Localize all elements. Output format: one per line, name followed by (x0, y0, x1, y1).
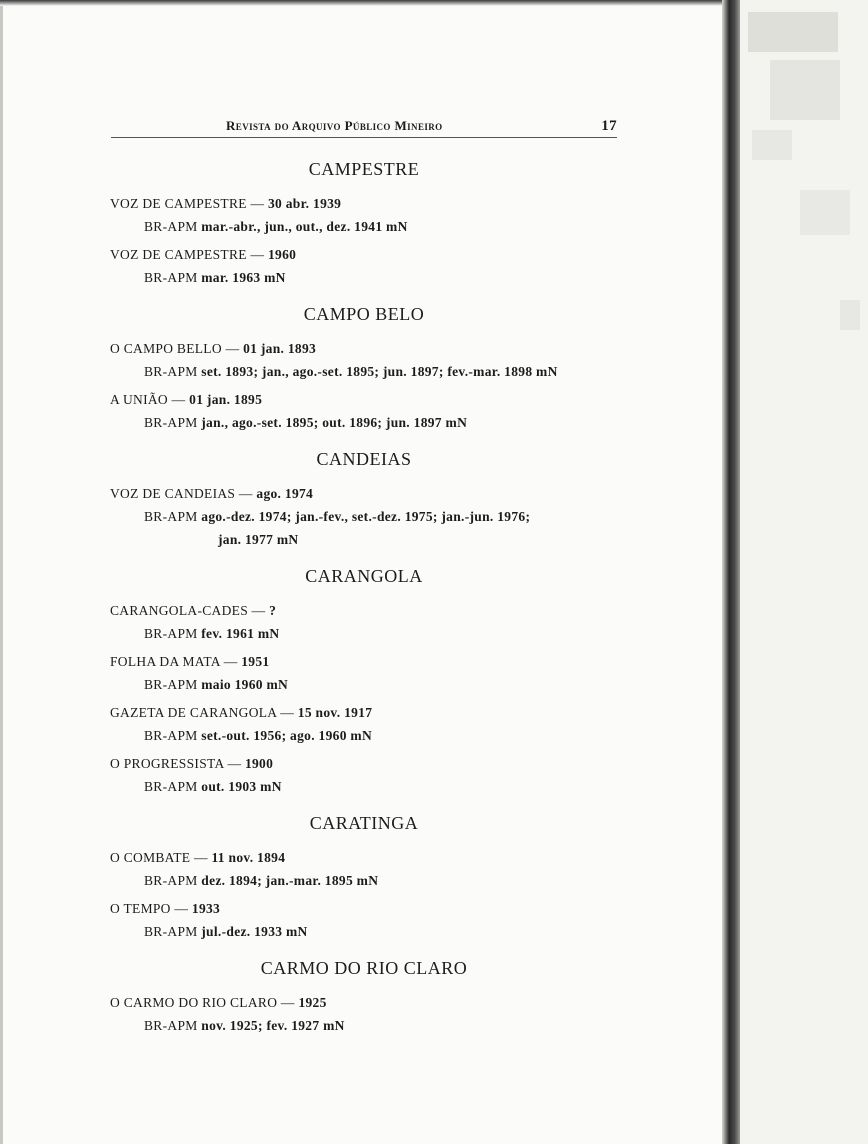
holdings-line (110, 775, 624, 798)
newspaper-title: O CAMPO BELLO — (110, 341, 240, 356)
entry-title-line (110, 846, 650, 869)
archive-code: BR-APM (144, 924, 198, 939)
holdings-line (110, 266, 624, 289)
holdings-range: jan., ago.-set. 1895; out. 1896; jun. 1897 mN (201, 415, 468, 430)
holdings-range: set. 1893; jan., ago.-set. 1895; jun. 1897; fev.-mar. 1898 mN (201, 364, 558, 379)
entry-title-line (110, 897, 650, 920)
founding-date: 01 jan. 1895 (189, 392, 263, 407)
entry-title-line (110, 337, 650, 360)
section (110, 446, 650, 551)
archive-code: BR-APM (144, 677, 198, 692)
adjacent-page (740, 0, 868, 1144)
newspaper-title: VOZ DE CAMPESTRE — (110, 247, 265, 262)
newspaper-entry (110, 701, 650, 747)
holdings-range: ago.-dez. 1974; jan.-fev., set.-dez. 1975; jan.-jun. 1976; (201, 509, 531, 524)
holdings-line (110, 411, 624, 434)
holdings-line (110, 622, 624, 645)
holdings-range: nov. 1925; fev. 1927 mN (201, 1018, 345, 1033)
entry-title-line (110, 650, 650, 673)
page-left-edge (0, 0, 3, 1144)
section-heading: CAMPO BELO (303, 304, 425, 324)
holdings-range: fev. 1961 mN (201, 626, 280, 641)
section-heading: CAMPESTRE (308, 159, 420, 179)
section (110, 156, 650, 289)
section (110, 810, 650, 943)
newspaper-title: A UNIÃO — (110, 392, 186, 407)
newspaper-entry (110, 192, 650, 238)
holdings-line (110, 920, 624, 943)
holdings-range: mar. 1963 mN (201, 270, 286, 285)
page-body (110, 156, 650, 1049)
holdings-range: maio 1960 mN (201, 677, 289, 692)
founding-date: 11 nov. 1894 (211, 850, 286, 865)
newspaper-entry (110, 991, 650, 1037)
section-heading: CARATINGA (309, 813, 419, 833)
newspaper-title: FOLHA DA MATA — (110, 654, 238, 669)
section (110, 563, 650, 798)
section (110, 955, 650, 1037)
newspaper-entry (110, 752, 650, 798)
archive-code: BR-APM (144, 1018, 198, 1033)
newspaper-title: VOZ DE CAMPESTRE — (110, 196, 265, 211)
founding-date: 15 nov. 1917 (297, 705, 373, 720)
holdings-range: jul.-dez. 1933 mN (201, 924, 308, 939)
holdings-line (110, 869, 624, 892)
holdings-line (110, 505, 624, 551)
newspaper-entry (110, 650, 650, 696)
archive-code: BR-APM (144, 779, 198, 794)
entry-title-line (110, 388, 650, 411)
founding-date: 1925 (298, 995, 327, 1010)
section-heading: CANDEIAS (316, 449, 412, 469)
archive-code: BR-APM (144, 364, 198, 379)
archive-code: BR-APM (144, 873, 198, 888)
newspaper-entry (110, 846, 650, 892)
archive-code: BR-APM (144, 219, 198, 234)
section (110, 301, 650, 434)
holdings-line (110, 673, 624, 696)
newspaper-entry (110, 388, 650, 434)
newspaper-entry (110, 243, 650, 289)
entry-title-line (110, 482, 650, 505)
entry-title-line (110, 192, 650, 215)
newspaper-title: O COMBATE — (110, 850, 208, 865)
archive-code: BR-APM (144, 509, 198, 524)
founding-date: ? (269, 603, 277, 618)
newspaper-title: O CARMO DO RIO CLARO — (110, 995, 295, 1010)
archive-code: BR-APM (144, 626, 198, 641)
holdings-range: mar.-abr., jun., out., dez. 1941 mN (201, 219, 408, 234)
founding-date: 1960 (267, 247, 297, 262)
founding-date: 30 abr. 1939 (267, 196, 342, 211)
newspaper-entry (110, 337, 650, 383)
founding-date: ago. 1974 (256, 486, 314, 501)
newspaper-title: O TEMPO — (110, 901, 189, 916)
holdings-line (110, 1014, 624, 1037)
archive-code: BR-APM (144, 415, 198, 430)
entry-title-line (110, 243, 650, 266)
holdings-line (110, 724, 624, 747)
newspaper-entry (110, 599, 650, 645)
newspaper-entry (110, 482, 650, 551)
entry-title-line (110, 599, 650, 622)
holdings-range: set.-out. 1956; ago. 1960 mN (201, 728, 373, 743)
page-top-edge (0, 0, 730, 6)
header-rule (111, 137, 617, 138)
entry-title-line (110, 991, 650, 1014)
book-spine (722, 0, 740, 1144)
newspaper-title: VOZ DE CANDEIAS — (110, 486, 253, 501)
holdings-range: out. 1903 mN (201, 779, 282, 794)
founding-date: 1951 (241, 654, 270, 669)
page-number: 17 (601, 118, 617, 134)
holdings-line (110, 360, 624, 383)
newspaper-title: O PROGRESSISTA — (110, 756, 242, 771)
holdings-continuation: jan. 1977 mN (218, 532, 299, 547)
holdings-line (110, 215, 624, 238)
archive-code: BR-APM (144, 270, 198, 285)
founding-date: 1900 (244, 756, 274, 771)
founding-date: 1933 (191, 901, 221, 916)
section-heading: CARANGOLA (305, 566, 423, 586)
newspaper-title: GAZETA DE CARANGOLA — (110, 705, 295, 720)
entry-title-line (110, 752, 650, 775)
running-title: Revista do Arquivo Público Mineiro (226, 118, 443, 133)
founding-date: 01 jan. 1893 (243, 341, 317, 356)
newspaper-title: CARANGOLA-CADES — (110, 603, 266, 618)
holdings-range: dez. 1894; jan.-mar. 1895 mN (201, 873, 379, 888)
entry-title-line (110, 701, 650, 724)
section-heading: CARMO DO RIO CLARO (260, 958, 468, 978)
archive-code: BR-APM (144, 728, 198, 743)
newspaper-entry (110, 897, 650, 943)
